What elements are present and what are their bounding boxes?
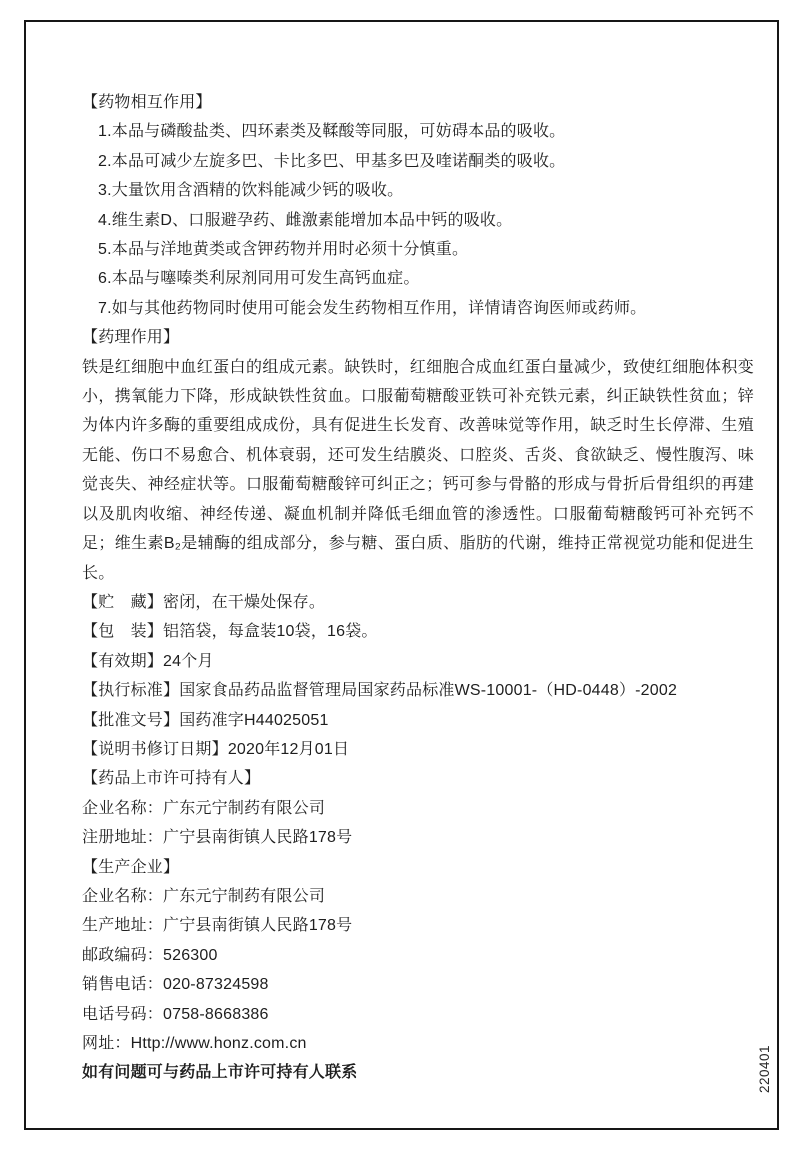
field-packaging-value: 铝箔袋，每盒装10袋，16袋。 bbox=[163, 623, 378, 641]
pharmacology-text: 铁是红细胞中血红蛋白的组成元素。缺铁时，红细胞合成血红蛋白量减少，致使红细胞体积变小，携氧能力下降，形成缺铁性贫血。口服葡萄糖酸亚铁可补充铁元素，纠正缺铁性贫血；锌为体内许多酶的重要组成成份，具有促进生长发育、改善味觉等作用，缺乏时生长停滞、生殖无能、伤口不易愈合、机体衰弱，还可发生结膜炎、口腔炎、舌炎、食欲缺乏、慢性腹泻、味觉丧失、神经症状等。口服葡萄糖酸锌可纠正之；钙可参与骨骼的形成与骨折后骨组织的再建以及肌肉收缩、神经传递、凝血机制并降低毛细血管的渗透性。口服葡萄糖酸钙可补充钙不足；维生素B₂是辅酶的组成部分，参与糖、蛋白质、脂肪的代谢，维持正常视觉功能和促进生长。 bbox=[82, 358, 754, 582]
manufacturer-website-label: 网址： bbox=[82, 1035, 131, 1052]
field-validity bbox=[82, 647, 754, 676]
field-revision-date-value: 2020年12月01日 bbox=[227, 740, 350, 758]
manufacturer-website-value: Http://www.honz.com.cn bbox=[130, 1035, 307, 1052]
field-validity-value: 24个月 bbox=[163, 652, 214, 670]
manufacturer-sales-phone bbox=[82, 970, 754, 999]
field-packaging-label: 【包 装】 bbox=[82, 623, 164, 641]
interaction-item-7: 7.如与其他药物同时使用可能会发生药物相互作用，详情请咨询医师或药师。 bbox=[98, 299, 647, 317]
holder-registered-address bbox=[82, 823, 754, 852]
manufacturer-company-name bbox=[82, 882, 754, 911]
manufacturer-phone-number bbox=[82, 1000, 754, 1029]
holder-company-name-value: 广东元宁制药有限公司 bbox=[163, 799, 326, 817]
field-standard bbox=[82, 676, 754, 705]
manufacturer-postal-code-value: 526300 bbox=[163, 946, 218, 964]
field-packaging bbox=[82, 617, 754, 646]
holder-registered-address-label: 注册地址： bbox=[82, 829, 164, 847]
section-heading-license-holder: 【药品上市许可持有人】 bbox=[82, 770, 261, 788]
field-approval-number bbox=[82, 706, 754, 735]
field-storage-value: 密闭，在干燥处保存。 bbox=[163, 593, 326, 611]
field-standard-value: 国家食品药品监督管理局国家药品标准WS-10001-（HD-0448）-2002 bbox=[179, 682, 678, 700]
interaction-item-2: 2.本品可减少左旋多巴、卡比多巴、甲基多巴及喹诺酮类的吸收。 bbox=[98, 152, 566, 170]
manufacturer-website bbox=[82, 1029, 754, 1058]
manufacturer-production-address bbox=[82, 911, 754, 940]
interaction-item-6: 6.本品与噻嗪类利尿剂同用可发生高钙血症。 bbox=[98, 270, 420, 288]
holder-registered-address-value: 广宁县南街镇人民路178号 bbox=[163, 829, 353, 847]
manufacturer-company-name-value: 广东元宁制药有限公司 bbox=[163, 887, 326, 905]
interaction-item-1: 1.本品与磷酸盐类、四环素类及鞣酸等同服，可妨碍本品的吸收。 bbox=[98, 123, 566, 141]
manufacturer-production-address-label: 生产地址： bbox=[82, 917, 164, 935]
holder-company-name-label: 企业名称： bbox=[82, 799, 164, 817]
field-standard-label: 【执行标准】 bbox=[82, 682, 180, 700]
manufacturer-postal-code-label: 邮政编码： bbox=[82, 946, 164, 964]
interaction-item-5: 5.本品与洋地黄类或含钾药物并用时必须十分慎重。 bbox=[98, 241, 469, 259]
section-heading-drug-interactions: 【药物相互作用】 bbox=[82, 94, 212, 111]
section-heading-pharmacology: 【药理作用】 bbox=[82, 329, 180, 347]
manufacturer-sales-phone-label: 销售电话： bbox=[82, 976, 164, 994]
contact-note: 如有问题可与药品上市许可持有人联系 bbox=[82, 1064, 358, 1082]
manufacturer-phone-number-label: 电话号码： bbox=[82, 1005, 164, 1023]
field-storage bbox=[82, 588, 754, 617]
section-heading-manufacturer: 【生产企业】 bbox=[82, 858, 180, 876]
field-revision-date-label: 【说明书修订日期】 bbox=[82, 740, 228, 758]
manufacturer-production-address-value: 广宁县南街镇人民路178号 bbox=[163, 917, 353, 935]
field-revision-date bbox=[82, 735, 754, 764]
field-storage-label: 【贮 藏】 bbox=[82, 593, 164, 611]
revision-code: 220401 bbox=[757, 1044, 772, 1094]
holder-company-name bbox=[82, 794, 754, 823]
manufacturer-phone-number-value: 0758-8668386 bbox=[163, 1005, 269, 1023]
page-content bbox=[82, 88, 754, 1088]
field-approval-number-label: 【批准文号】 bbox=[82, 711, 180, 729]
interaction-item-4: 4.维生素D、口服避孕药、雌激素能增加本品中钙的吸收。 bbox=[98, 211, 513, 229]
manufacturer-sales-phone-value: 020-87324598 bbox=[163, 976, 269, 994]
manufacturer-postal-code bbox=[82, 941, 754, 970]
interaction-item-3: 3.大量饮用含酒精的饮料能减少钙的吸收。 bbox=[98, 182, 404, 200]
field-approval-number-value: 国药准字H44025051 bbox=[179, 711, 329, 729]
field-validity-label: 【有效期】 bbox=[82, 652, 164, 670]
manufacturer-company-name-label: 企业名称： bbox=[82, 887, 164, 905]
